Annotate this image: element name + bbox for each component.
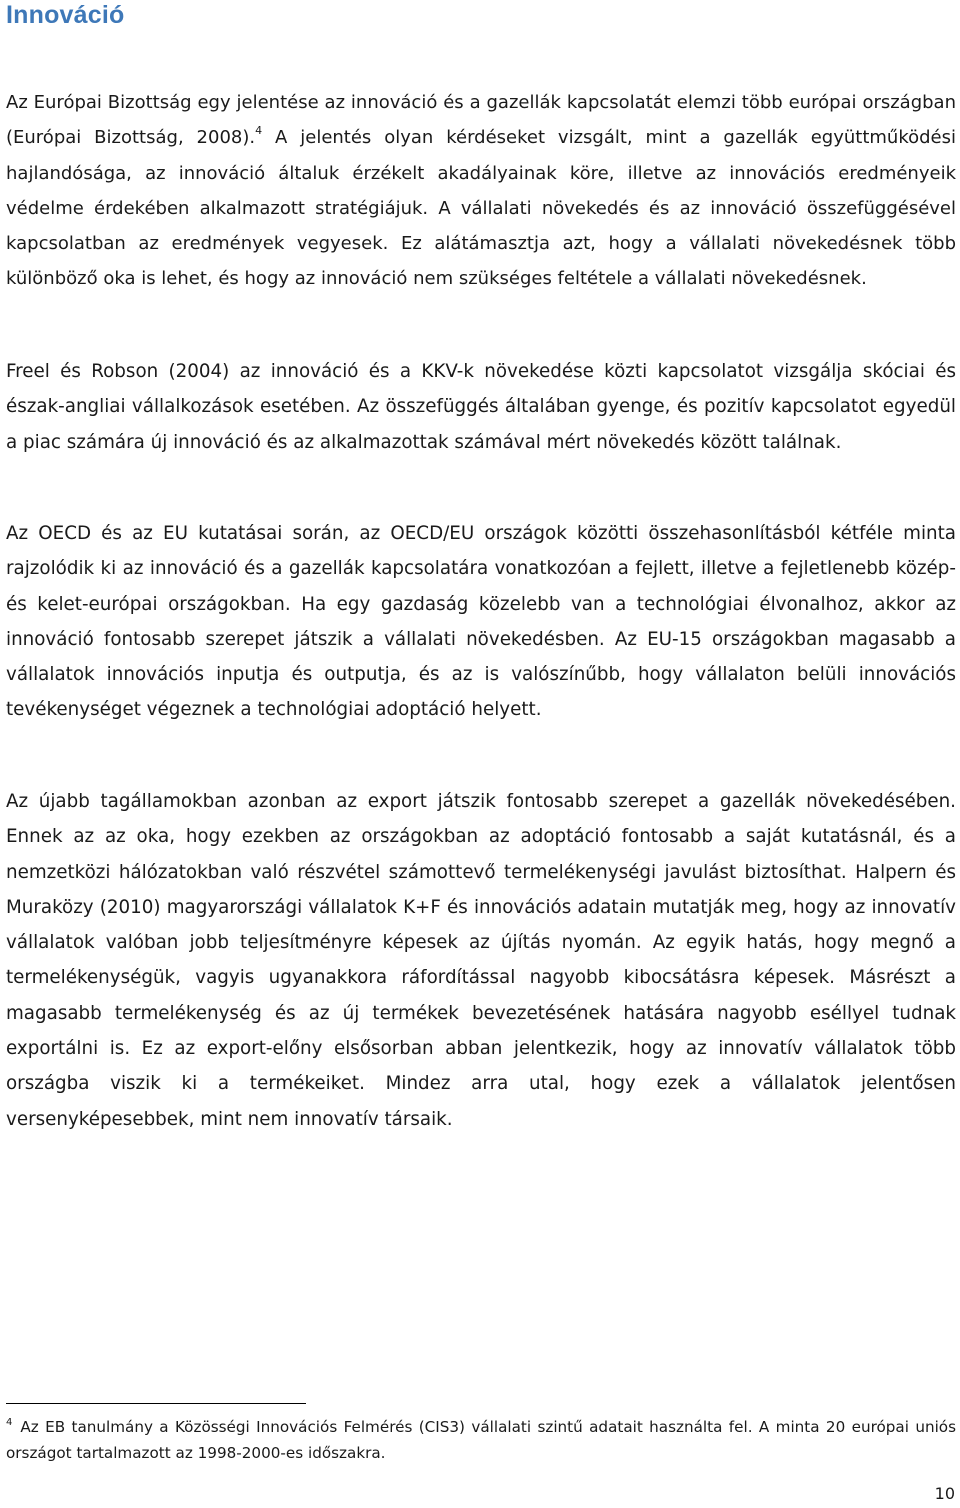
footnote-reference[interactable]: 4 (255, 124, 263, 138)
footnote (6, 1414, 956, 1466)
section-heading: Innováció (6, 1, 125, 29)
footnote-separator (6, 1403, 306, 1404)
footnote-text: Az EB tanulmány a Közösségi Innovációs Felmérés (CIS3) vállalati szintű adatait használta fel. A minta 20 európai uniós országot tartalmazott az 1998-2000-es időszakra. (6, 1418, 956, 1462)
paragraph-1 (6, 85, 956, 297)
paragraph-1-part2: A jelentés olyan kérdéseket vizsgált, mint a gazellák együttműködési hajlandósága, az innováció általuk érzékelt akadályainak köre, illetve az innovációs eredményeik védelme érdekében alkalmazott stratégiájuk. A vállalati növekedés és az innováció összefüggésével kapcsolatban az eredmények vegyesek. Ez alátámasztja azt, hogy a vállalati növekedésnek több különböző oka is lehet, és hogy az innováció nem szükséges feltétele a vállalati növekedésnek. (6, 127, 956, 290)
footnote-number: 4 (6, 1417, 13, 1428)
paragraph-4: Az újabb tagállamokban azonban az export játszik fontosabb szerepet a gazellák növekedésében. Ennek az az oka, hogy ezekben az országokban az adoptáció fontosabb a saját kutatásnál, és a nemzetközi hálózatokban való részvétel számottevő termelékenységi javulást biztosíthat. Halpern és Muraközy (2010) magyarországi vállalatok K+F és innovációs adatain mutatják meg, hogy az innovatív vállalatok valóban jobb teljesítményre képesek az újítás nyomán. Az egyik hatás, hogy megnő a termelékenységük, vagyis ugyanakkora ráfordítással nagyobb kibocsátásra képesek. Másrészt a magasabb termelékenység és az új termékek bevezetésének hatására nagyobb eséllyel tudnak exportálni is. Ez az export-előny elsősorban abban jelentkezik, hogy az innovatív vállalatok több országba viszik ki a termékeiket. Mindez arra utal, hogy ezek a vállalatok jelentősen versenyképesebbek, mint nem innovatív társaik. (6, 791, 956, 1130)
paragraph-3: Az OECD és az EU kutatásai során, az OECD/EU országok közötti összehasonlításból kétféle minta rajzolódik ki az innováció és a gazellák kapcsolatára vonatkozóan a fejlett, illetve a fejletlenebb közép- és kelet-európai országokban. Ha egy gazdaság közelebb van a technológiai élvonalhoz, akkor az innováció fontosabb szerepet játszik a vállalati növekedésben. Az EU-15 országokban magasabb a vállalatok innovációs inputja és outputja, és az is valószínűbb, hogy vállalaton belüli innovációs tevékenységet végeznek a technológiai adoptáció helyett. (6, 523, 956, 721)
paragraph-2: Freel és Robson (2004) az innováció és a KKV-k növekedése közti kapcsolatot vizsgálja skóciai és észak-angliai vállalkozások esetében. Az összefüggés általában gyenge, és pozitív kapcsolatot egyedül a piac számára új innováció és az alkalmazottak számával mért növekedés között találnak. (6, 361, 956, 453)
page-number: 10 (934, 1484, 955, 1503)
paragraph-1-part1: Az Európai Bizottság egy jelentése az innováció és a gazellák kapcsolatát elemzi több európai országban (Európai Bizottság, 2008). (6, 92, 956, 149)
